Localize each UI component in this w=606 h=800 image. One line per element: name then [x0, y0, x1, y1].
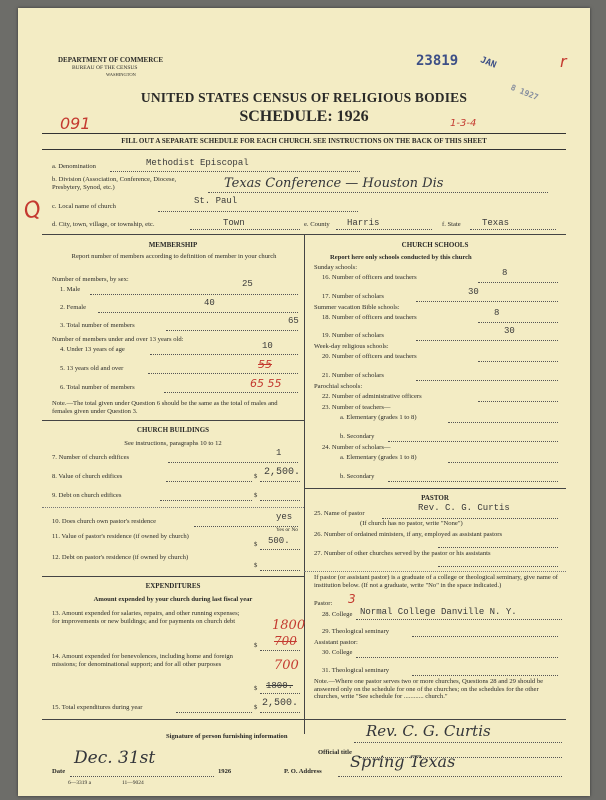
red-code-right: 1-3-4 — [450, 118, 477, 129]
po-address-label: P. O. Address — [284, 768, 322, 775]
q15-dollar: $ — [254, 704, 258, 711]
q5-value: 55 — [258, 358, 272, 371]
q28-value: Normal College Danville N. Y. — [360, 607, 517, 617]
state-value: Texas — [482, 218, 510, 228]
q8-dollar: $ — [254, 473, 258, 480]
q11-dollar: $ — [254, 541, 258, 548]
year-value: 1926 — [218, 768, 232, 775]
pastor-note: Note.—Where one pastor serves two or more churches, Questions 28 and 29 should be answered only on the schedule for one of the churches; on the schedules for the other churches, write "See schedule for ............ church." — [314, 678, 544, 700]
q1-label: 1. Male — [60, 286, 81, 293]
red-q-mark: Q — [20, 195, 46, 226]
q4-value: 10 — [262, 341, 273, 351]
q24b-label: b. Secondary — [340, 473, 375, 480]
q2-label: 2. Female — [60, 304, 87, 311]
buildings-subtitle: See instructions, paragraphs 10 to 12 — [124, 440, 222, 447]
q9-label: 9. Debt on church edifices — [52, 492, 122, 499]
official-title-label: Official title — [318, 749, 352, 756]
q28-label: 28. College — [322, 611, 353, 618]
city-town-value: Town — [223, 218, 245, 228]
q13-value-2: 700 — [274, 634, 297, 648]
q25-note: (If church has no pastor, write "None") — [360, 520, 463, 527]
q12-label: 12. Debt on pastor's residence (if owned by church) — [52, 554, 189, 561]
signature-value: Rev. C. G. Curtis — [366, 722, 491, 740]
parochial-label: Parochial schools: — [314, 383, 363, 390]
q2-value: 40 — [204, 298, 215, 308]
census-schedule-sheet — [18, 8, 590, 796]
q8-label: 8. Value of church edifices — [52, 473, 123, 480]
stamp-number: 23819 — [416, 53, 459, 69]
q13-label: 13. Amount expended for salaries, repairs, and other running expenses; for improvements or new buildings; and for payments on church debt — [52, 610, 240, 625]
q8-value: 2,500. — [264, 467, 301, 478]
q22-label: 22. Number of administrative officers — [322, 393, 422, 400]
q10-label: 10. Does church own pastor's residence — [52, 518, 157, 525]
q10-value: yes — [276, 512, 293, 522]
q12-dollar: $ — [254, 562, 258, 569]
q7-value: 1 — [276, 448, 282, 458]
form-code-2: 11—9024 — [122, 780, 144, 786]
q6-value: 65 55 — [250, 377, 282, 390]
membership-subtitle: Report number of members according to definition of member in your church — [71, 253, 277, 260]
q23-label: 23. Number of teachers— — [322, 404, 391, 411]
date-value: Dec. 31st — [74, 748, 156, 768]
sunday-label: Sunday schools: — [314, 264, 358, 271]
q26-label: 26. Number of ordained ministers, if any, employed as assistant pastors — [314, 531, 503, 538]
signature-label: Signature of person furnishing information — [166, 733, 288, 740]
graduate-note: If pastor (or assistant pastor) is a graduate of a college or theological seminary, give name of institution below. (If not a graduate, write "No" in the space indicated.) — [314, 574, 559, 589]
instructions: FILL OUT A SEPARATE SCHEDULE FOR EACH CHURCH. SEE INSTRUCTIONS ON THE BACK OF THIS SHEET — [121, 137, 487, 145]
department-label: DEPARTMENT OF COMMERCE — [58, 56, 164, 64]
yes-no-hint: Yes or No — [276, 527, 299, 533]
weekday-label: Week-day religious schools: — [314, 343, 389, 350]
q24-label: 24. Number of scholars— — [322, 444, 391, 451]
by-sex-label: Number of members, by sex: — [52, 276, 129, 283]
county-label: e. County — [304, 221, 330, 228]
q5-label: 5. 13 years old and over — [60, 365, 124, 372]
q19-value: 30 — [504, 326, 515, 336]
q19-label: 19. Number of scholars — [322, 332, 384, 339]
schools-subtitle: Report here only schools conducted by this church — [330, 254, 472, 261]
pastor-title: PASTOR — [421, 494, 449, 502]
stamp-date: JAN — [478, 55, 498, 71]
expenditures-title: EXPENDITURES — [145, 582, 201, 590]
q21-label: 21. Number of scholars — [322, 372, 384, 379]
assistant-subheader: Assistant pastor: — [314, 639, 358, 646]
form-title: UNITED STATES CENSUS OF RELIGIOUS BODIES — [140, 90, 468, 105]
q6-label: 6. Total number of members — [60, 384, 135, 391]
membership-title: MEMBERSHIP — [148, 241, 198, 249]
city-town-label: d. City, town, village, or township, etc. — [52, 221, 155, 228]
bureau-label: BUREAU OF THE CENSUS — [72, 65, 138, 71]
date-label: Date — [52, 768, 66, 775]
q18-label: 18. Number of officers and teachers — [322, 314, 417, 321]
schools-title: CHURCH SCHOOLS — [401, 241, 469, 249]
q3-value: 65 — [288, 316, 299, 326]
state-label: f. State — [442, 221, 461, 228]
county-value: Harris — [347, 218, 380, 228]
q29-label: 29. Theological seminary — [322, 628, 390, 635]
q24a-label: a. Elementary (grades 1 to 8) — [340, 454, 417, 461]
q15-value: 2,500. — [262, 698, 299, 709]
schedule-title: SCHEDULE: 1926 — [239, 108, 369, 125]
q9-dollar: $ — [254, 492, 258, 499]
q27-label: 27. Number of other churches served by the pastor or his assistants — [314, 550, 491, 557]
q11-label: 11. Value of pastor's residence (if owned by church) — [52, 533, 189, 540]
q23a-label: a. Elementary (grades 1 to 8) — [340, 414, 417, 421]
q16-value: 8 — [502, 268, 508, 278]
q25-value: Rev. C. G. Curtis — [418, 503, 510, 513]
q14-value-2: 1800. — [266, 681, 294, 691]
denomination-label: a. Denomination — [52, 163, 96, 170]
q14-dollar: $ — [254, 685, 258, 692]
local-name-label: c. Local name of church — [52, 203, 116, 210]
city-label: WASHINGTON — [106, 72, 136, 77]
red-code: 091 — [60, 114, 91, 133]
q18-value: 8 — [494, 308, 500, 318]
stamp-year: 8 1927 — [509, 82, 540, 103]
q15-label: 15. Total expenditures during year — [52, 704, 143, 711]
q3-label: 3. Total number of members — [60, 322, 135, 329]
summer-label: Summer vacation Bible schools: — [314, 304, 400, 311]
q16-label: 16. Number of officers and teachers — [322, 274, 417, 281]
q4-label: 4. Under 13 years of age — [60, 346, 125, 353]
q11-value: 500. — [268, 536, 290, 546]
q17-value: 30 — [468, 287, 479, 297]
po-address-value: Spring Texas — [350, 752, 456, 771]
q13-dollar: $ — [254, 642, 258, 649]
age-intro-label: Number of members under and over 13 years old: — [52, 336, 184, 343]
q7-label: 7. Number of church edifices — [52, 454, 130, 461]
q25-label: 25. Name of pastor — [314, 510, 365, 517]
division-label: b. Division (Association, Conference, Diocese, Presbytery, Synod, etc.) — [52, 176, 177, 191]
membership-note: Note.—The total given under Question 6 should be the same as the total of males and females given under Question 3. — [52, 400, 278, 415]
q1-value: 25 — [242, 279, 253, 289]
red-check-mark: r — [560, 52, 567, 71]
q13-value: 1800 — [272, 618, 306, 633]
denomination-value: Methodist Episcopal — [146, 158, 249, 168]
form-code: 6—3319 a — [68, 780, 92, 786]
q31-label: 31. Theological seminary — [322, 667, 390, 674]
q23b-label: b. Secondary — [340, 433, 375, 440]
local-name-value: St. Paul — [194, 196, 238, 206]
buildings-title: CHURCH BUILDINGS — [136, 426, 210, 434]
q30-label: 30. College — [322, 649, 353, 656]
q14-label: 14. Amount expended for benevolences, including home and foreign missions; for denominational support; and for all other purposes — [52, 653, 233, 668]
q17-label: 17. Number of scholars — [322, 293, 384, 300]
q20-label: 20. Number of officers and teachers — [322, 353, 417, 360]
q14-value: 700 — [274, 658, 299, 673]
division-value: Texas Conference — Houston Dis — [224, 176, 444, 191]
pastor-subheader: Pastor: — [314, 600, 333, 607]
expenditures-subtitle: Amount expended by your church during last fiscal year — [93, 596, 253, 603]
red-small-mark: 3 — [348, 592, 356, 606]
